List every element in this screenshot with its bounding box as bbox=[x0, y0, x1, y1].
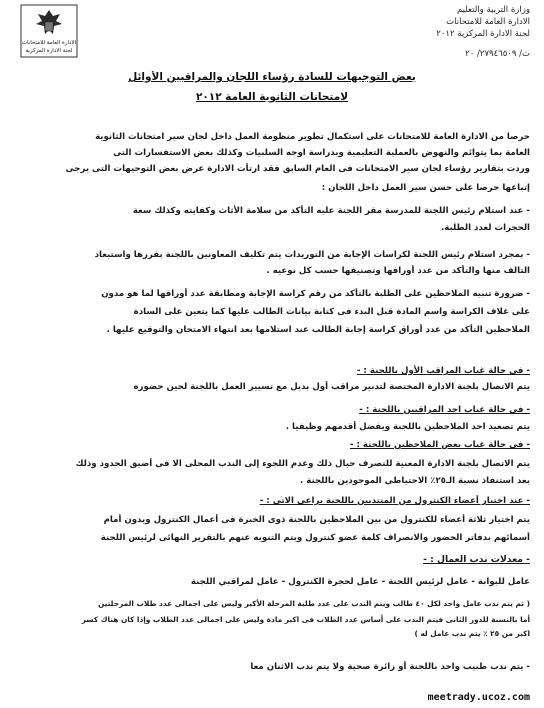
document-subtitle: لامتحانات الثانوية العامة ٢٠١٢ bbox=[195, 91, 349, 103]
bullet-line: الملاحظين التأكد من عدد أوراق كراسة إجابة الطالب عند استلامها بعد انتهاء الامتحان والتوقيع عليها . bbox=[106, 325, 530, 335]
bullet-line: - ضرورة تنبيه الملاحظين على الطلبة بالتأكد من رقم كراسة الإجابة ومطابقة عدد أوراقها لما هو مدون bbox=[101, 289, 530, 299]
intro-line: وردت بتقارير رؤساء لجان سير الامتحانات فى العام السابق فقد ارتأت الادارة عرض بعض التوجيهات التى يرجى bbox=[65, 164, 530, 174]
intro-line: حرصا من الادارة العامة للامتحانات على استكمال تطوير منظومة العمل داخل لجان سير امتحانات الثانوية bbox=[95, 132, 530, 142]
doctor-line: - يتم ندب طبيب واحد باللجنة أو زائرة صحية ولا يتم ندب الاثنان معا bbox=[250, 662, 530, 672]
case-heading: - عند اختيار أعضاء الكنترول من المنتدبين باللجنة يراعى الاتى : - bbox=[259, 496, 530, 506]
case-line: أسمائهم بدفاتر الحضور والانصراف كلمة عضو كنترول ويتم التنويه عنهم بالتقرير النهائى لرئيس اللجنة bbox=[100, 533, 530, 543]
case-line: يتم اختيار ثلاثة أعضاء للكنترول من بين الملاحظين باللجنة ذوى الخبرة فى أعمال الكنترول ويدون أمام bbox=[103, 515, 530, 525]
case-heading: - فى حالة غياب المراقب الأول باللجنة : - bbox=[356, 366, 530, 376]
bullet-line: - عند استلام رئيس اللجنة للمدرسة مقر اللجنة عليه التأكد من سلامة الأثاث وكفايته وكذلك سعة bbox=[132, 206, 530, 216]
rates-roles: عامل للبوابة - عامل لرئيس اللجنة - عامل لحجرة الكنترول - عامل لمراقبي اللجنة bbox=[190, 577, 530, 587]
case-heading: - فى حالة غياب احد المراقبين باللجنة : - bbox=[359, 405, 530, 415]
ministry-logo bbox=[20, 4, 78, 58]
case-line: يتم الاتصال بلجنة الادارة المختصة لتدبير مراقب أول بديل مع تسيير العمل باللجنة لحين حضوره bbox=[133, 382, 530, 392]
case-line: يتم الاتصال بلجنة الادارة المعنية للتصرف حيال ذلك وعدم اللجوء إلى الندب المحلى الا فى أضيق الحدود وذلك bbox=[75, 459, 530, 469]
bullet-line: التالف منها والتأكد من عدد أوراقها وتصنيفها حسب كل نوعيه . bbox=[266, 266, 530, 276]
rates-heading: - معدلات ندب العمال : - bbox=[423, 554, 530, 565]
department-name: الادارة العامة للامتحانات bbox=[446, 17, 530, 27]
bullet-line: الحجرات لعدد الطلبة. bbox=[441, 223, 530, 233]
rates-note: ( ثم يتم ندب عامل واحد لكل ٤٠ طالب ويتم الندب على عدد طلبة المرحلة الأكبر وليس على اجمالى عدد طلاب المرحلتين bbox=[98, 599, 530, 608]
ministry-name: وزارة التربية والتعليم bbox=[457, 5, 530, 15]
phone-number: ت/ ٢٧٩٤٦٥٠٩/ ٢٠ bbox=[465, 49, 530, 59]
case-line: بعد استنفاذ نسبة الـ٢٥٪ الاحتياطى الموجودين باللجنة . bbox=[300, 476, 530, 486]
case-heading: - فى حالة غياب بعض الملاحظين باللجنة : - bbox=[349, 440, 530, 450]
committee-name: لجنة الادارة المركزية ٢٠١٢ bbox=[436, 29, 530, 39]
intro-line: إتباعها حرصا على حسن سير العمل داخل اللجان : bbox=[321, 183, 530, 193]
rates-note: اكبر من ٢٥ ٪ يتم ندب عامل له ) bbox=[414, 629, 530, 638]
bullet-line: على غلاف الكراسة واسم المادة قبل البدء فى كتابة بيانات الطالب عليها كما يتعين على السادة bbox=[133, 307, 530, 317]
logo-text-2: لجنة الادارة المركزية bbox=[25, 48, 73, 54]
site-watermark: meetrady.ucoz.com bbox=[427, 692, 530, 703]
bullet-line: - بمجرد استلام رئيس اللجنة لكراسات الإجابة من التوريدات يتم تكليف المعاونين باللجنة بفرزها واستبعاد bbox=[94, 250, 530, 260]
document-title: بعض التوجيهات للسادة رؤساء اللجان والمراقبين الأوائل bbox=[128, 71, 416, 83]
eagle-emblem-icon bbox=[36, 10, 62, 34]
logo-text-1: الادارة العامة للامتحانات bbox=[21, 40, 77, 46]
intro-line: العامة بما يتوائم والنهوض بالعملية التعليمية وبدراسة اوجه السلبيات وكذلك بعض الاستفسارات التى bbox=[113, 148, 530, 158]
rates-note: أما بالنسبة للدور الثانى فيتم الندب على أساس عدد الطلاب فى اكبر مادة وليس على اجمالى عدد الطلاب وإذا كان هناك كسر bbox=[81, 615, 530, 624]
case-line: يتم تصعيد احد الملاحظين باللجنة ويفضل أقدمهم وظيفيا . bbox=[285, 422, 530, 432]
